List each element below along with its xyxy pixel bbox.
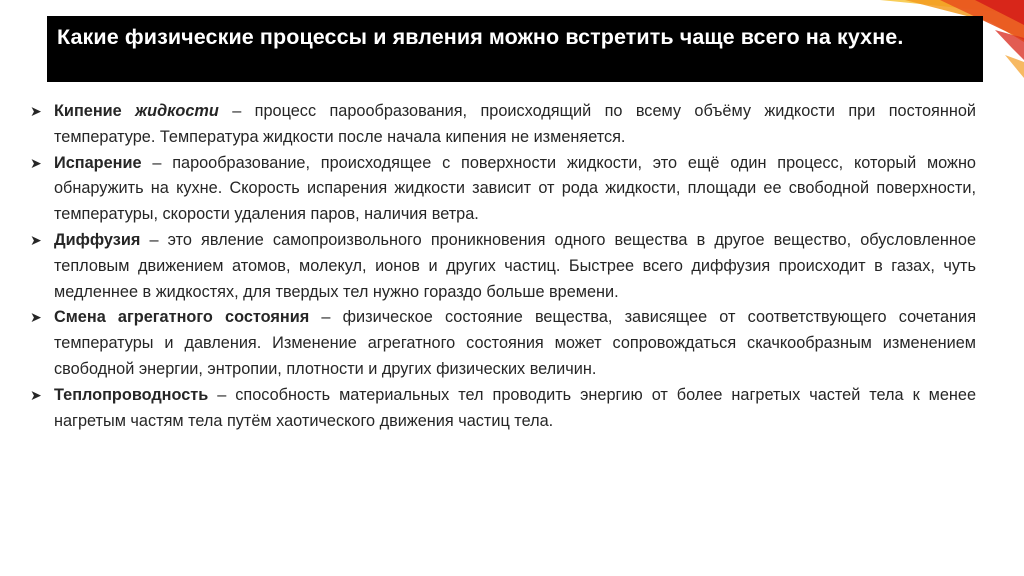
term-label: Испарение: [54, 153, 142, 172]
slide-title: Какие физические процессы и явления можно встретить чаще всего на кухне.: [57, 25, 904, 49]
list-item: [30, 383, 976, 435]
list-item: [30, 305, 976, 382]
term-label: Смена агрегатного состояния: [54, 308, 310, 327]
term-italic-label: жидкости: [135, 102, 219, 120]
arrow-bullet-icon: ➤: [30, 386, 42, 403]
arrow-bullet-icon: ➤: [30, 231, 42, 248]
term-description: – способность материальных тел проводить энергию от более нагретых частей тела к менее нагретым частям тела путём хаотического движения частиц тела.: [54, 385, 976, 430]
list-item: [30, 228, 976, 305]
term-description: – это явление самопроизвольного проникновения одного вещества в другое вещество, обусловленное тепловым движением атомов, молекул, ионов и других частиц. Быстрее всего диффузия происходит в газах, чуть медленнее в жидкостях, для твердых тел нужно гораздо больше времени.: [54, 230, 976, 301]
term-description: – физическое состояние вещества, зависящее от соответствующего сочетания температуры и давления. Изменение агрегатного состояния может сопровождаться скачкообразным изменением свободной энергии, энтропии, плотности и других физических величин.: [54, 308, 977, 378]
arrow-bullet-icon: ➤: [30, 103, 42, 119]
arrow-bullet-icon: ➤: [30, 309, 42, 326]
arrow-bullet-icon: ➤: [30, 154, 42, 171]
bullet-list: [30, 99, 976, 434]
list-item: [30, 151, 976, 228]
term-description: – процесс парообразования, происходящий по всему объёму жидкости при постоянной температуре. Температура жидкости после начала кипения не изменяется.: [54, 102, 976, 146]
list-item: [30, 99, 976, 151]
title-banner: [47, 16, 983, 82]
term-label: Диффузия: [54, 230, 141, 249]
term-label: Теплопроводность: [54, 385, 209, 404]
term-label: Кипение: [54, 102, 122, 120]
term-description: – парообразование, происходящее с поверхности жидкости, это ещё один процесс, который можно обнаружить на кухне. Скорость испарения жидкости зависит от рода жидкости, площади ее свободной поверхности, температуры, скорости удаления паров, наличия ветра.: [54, 153, 976, 224]
